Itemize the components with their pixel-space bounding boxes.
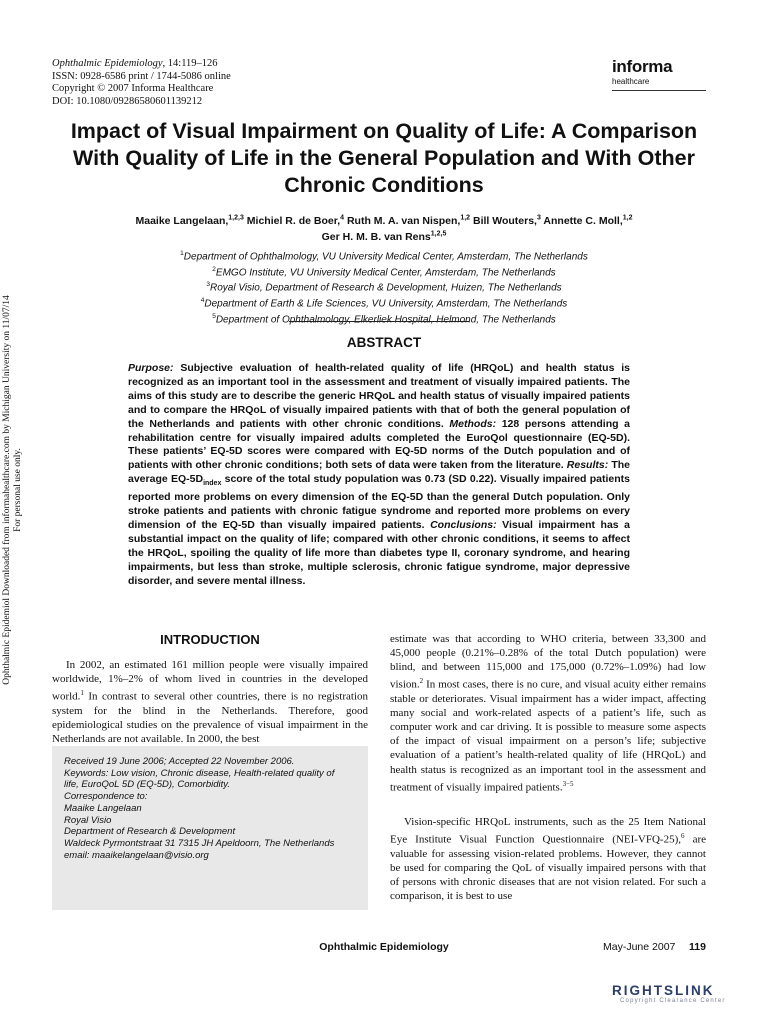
copyright-line: Copyright © 2007 Informa Healthcare [52, 83, 214, 94]
abstract-heading: ABSTRACT [346, 335, 422, 350]
citation-ref: 1 [80, 689, 84, 698]
correspondence-email: email: maaikelangelaan@visio.org [64, 849, 209, 861]
keywords-line: Keywords: Low vision, Chronic disease, Health-related quality of [64, 767, 335, 779]
issn-line: ISSN: 0928-6586 print / 1744-5086 online [52, 70, 231, 82]
correspondence-label: Correspondence to: [64, 791, 148, 803]
affiliation: $^1$Department of Ophthalmology, VU University Medical Center, Amsterdam, The Netherlands [180, 250, 588, 263]
citation-ref: 2 [419, 677, 424, 686]
download-note: Ophthalmic Epidemiol Downloaded from informahealthcare.com by Michigan University on 11/07/14 [2, 295, 12, 685]
personal-use-note: For personal use only. [13, 448, 23, 532]
publisher-brand: informa [612, 57, 673, 76]
rightslink-brand: RIGHTSLINK [612, 983, 715, 998]
footer-journal-name: Ophthalmic Epidemiology [319, 941, 449, 953]
methods-text: 128 persons attending a rehabilitation centre for visually impaired adults completed the EuroQol questionnaire (EQ-5D). These patients’ EQ-5D scores were compared with EQ-5D norms of the Dutch population and of patients with other chronic conditions; both sets of data were taken from the literature. [128, 417, 630, 472]
abstract-body [128, 362, 630, 589]
correspondence-name: Maaike Langelaan [64, 802, 142, 814]
publisher-sub: healthcare [612, 77, 650, 86]
received-date: Received 19 June 2006; Accepted 22 November 2006. [64, 756, 295, 767]
rightslink-sub: Copyright Clearance Center [620, 998, 726, 1004]
introduction-heading: INTRODUCTION [160, 632, 260, 647]
correspondence-dept: Department of Research & Development [64, 826, 236, 838]
results-text-cont: score of the total study population was 0.73 (SD 0.22). Visually impaired patients reported more problems on every dimension of the EQ-5D than the general Dutch population. Only stroke patients and patients with chronic fatigue syndrome and reported more problems on every dimension of the EQ-5D than visually impaired patients. [128, 473, 630, 532]
publisher-rule [612, 90, 706, 91]
affiliation: $^3$Royal Visio, Department of Research & Development, Huizen, The Netherlands [206, 281, 562, 294]
citation-line [52, 58, 231, 71]
page-number: 119 [689, 941, 706, 953]
publisher-logo [612, 58, 706, 91]
correspondence-address: Waldeck Pyrmontstraat 31 7315 JH Apeldoorn, The Netherlands [64, 837, 335, 849]
footer-issue-date: May-June 2007 [603, 941, 676, 953]
author: Ger H. M. B. van Rens$^{1,2,5}$ [321, 230, 447, 243]
doi-line: DOI: 10.1080/09286580601139212 [52, 95, 203, 107]
intro-paragraph-left: In 2002, an estimated 161 million people were visually impaired worldwide, 1%–2% of whom lived in countries in the developed world.$^1$ In contrast to several other countries, there is no registration system for the blind in the Netherlands. Therefore, good epidemiological studies on the prevalence of visual impairment in the Netherlands are not available. In 2000, the best [52, 659, 368, 746]
affiliation-list [110, 248, 658, 326]
rightslink-logo [612, 983, 762, 1004]
affiliation: $^5$Department of Ophthalmology, Elkerliek Hospital, Helmond, The Netherlands [212, 312, 556, 325]
author-list [110, 211, 658, 244]
conclusions-text: Visual impairment has a substantial impact on the quality of life; compared with other chronic conditions, it seems to affect the HRQoL, spoiling the quality of life more than diabetes type II, coronary syndrome, and hearing impairments, but less than stroke, multiple sclerosis, chronic fatigue syndrome, major depressive disorder, and severe mental illness. [128, 519, 630, 587]
author: Annette C. Moll,$^{1,2}$ [543, 214, 633, 227]
author: Bill Wouters,$^3$ [473, 214, 541, 227]
keywords-line: life, EuroQoL 5D (EQ-5D), Comorbidity. [64, 779, 230, 791]
conclusions-label: Conclusions: [430, 519, 497, 532]
journal-name: Ophthalmic Epidemiology [52, 58, 163, 69]
author: Ruth M. A. van Nispen,$^{1,2}$ [346, 214, 471, 227]
author: Maaike Langelaan,$^{1,2,3}$ [135, 214, 244, 227]
index-subscript: index [203, 480, 222, 488]
citation-ref: 6 [680, 832, 685, 841]
article-info-box [52, 746, 368, 910]
affiliation: $^4$Department of Earth & Life Sciences, VU University, Amsterdam, The Netherlands [200, 296, 568, 310]
affiliation: $^2$EMGO Institute, VU University Medical Center, Amsterdam, The Netherlands [212, 265, 556, 278]
journal-citation-block [52, 58, 231, 108]
intro-paragraph-right-2: Vision-specific HRQoL instruments, such as the 25 Item National Eye Institute Visual Function Questionnaire (NEI-VFQ-25),$^6$ are valuable for assessing vision-related problems. However, they cannot be used for comparing the QoL of visually impaired persons with that of persons with chronic diseases that are not vision related. For such a comparison, it is best to use [390, 816, 706, 903]
section-divider [289, 321, 469, 322]
citation-ref: 3−5 [562, 779, 574, 788]
purpose-label: Purpose: [128, 362, 174, 374]
correspondence-org: Royal Visio [64, 814, 112, 826]
methods-label: Methods: [449, 417, 497, 430]
intro-paragraph-right: estimate was that according to WHO criteria, between 33,300 and 45,000 people (0.21%–0.28% of the total Dutch population) were blind, and between 115,000 and 175,000 (0.72%–1.09%) had low vision.$^2$ In most cases, there is no cure, and visual acuity either remains stable or deteriorates. Visual impairment has a wider impact, affecting many social and work-related aspects of a patient’s life, such as computer work and car driving. It is possible to measure some aspects of the impact of visual impairment on a person’s life; subjective evaluation of a patient’s health-related quality of life (HRQoL) and health status is recognized as an important tool in the assessment and treatment of visually impaired patients.$^{3-5}$ [390, 633, 706, 794]
results-text: The average EQ-5D [128, 459, 630, 486]
article-title: Impact of Visual Impairment on Quality of Life: A Comparison With Quality of Life in the General Population and With Other Chronic Conditions [70, 119, 698, 197]
results-label: Results: [566, 459, 609, 472]
author: Michiel R. de Boer,$^4$ [246, 214, 345, 227]
citation-volume: , 14:119–126 [162, 58, 218, 69]
purpose-text: Subjective evaluation of health-related quality of life (HRQoL) and health status is recognized as an important tool in the assessment and treatment of visually impaired patients. The aims of this study are to describe the generic HRQoL and health status of visually impaired patients and to compare the HRQoL of visually impaired patients with that of both the general population of the Netherlands and patients with other chronic conditions. [128, 362, 630, 430]
